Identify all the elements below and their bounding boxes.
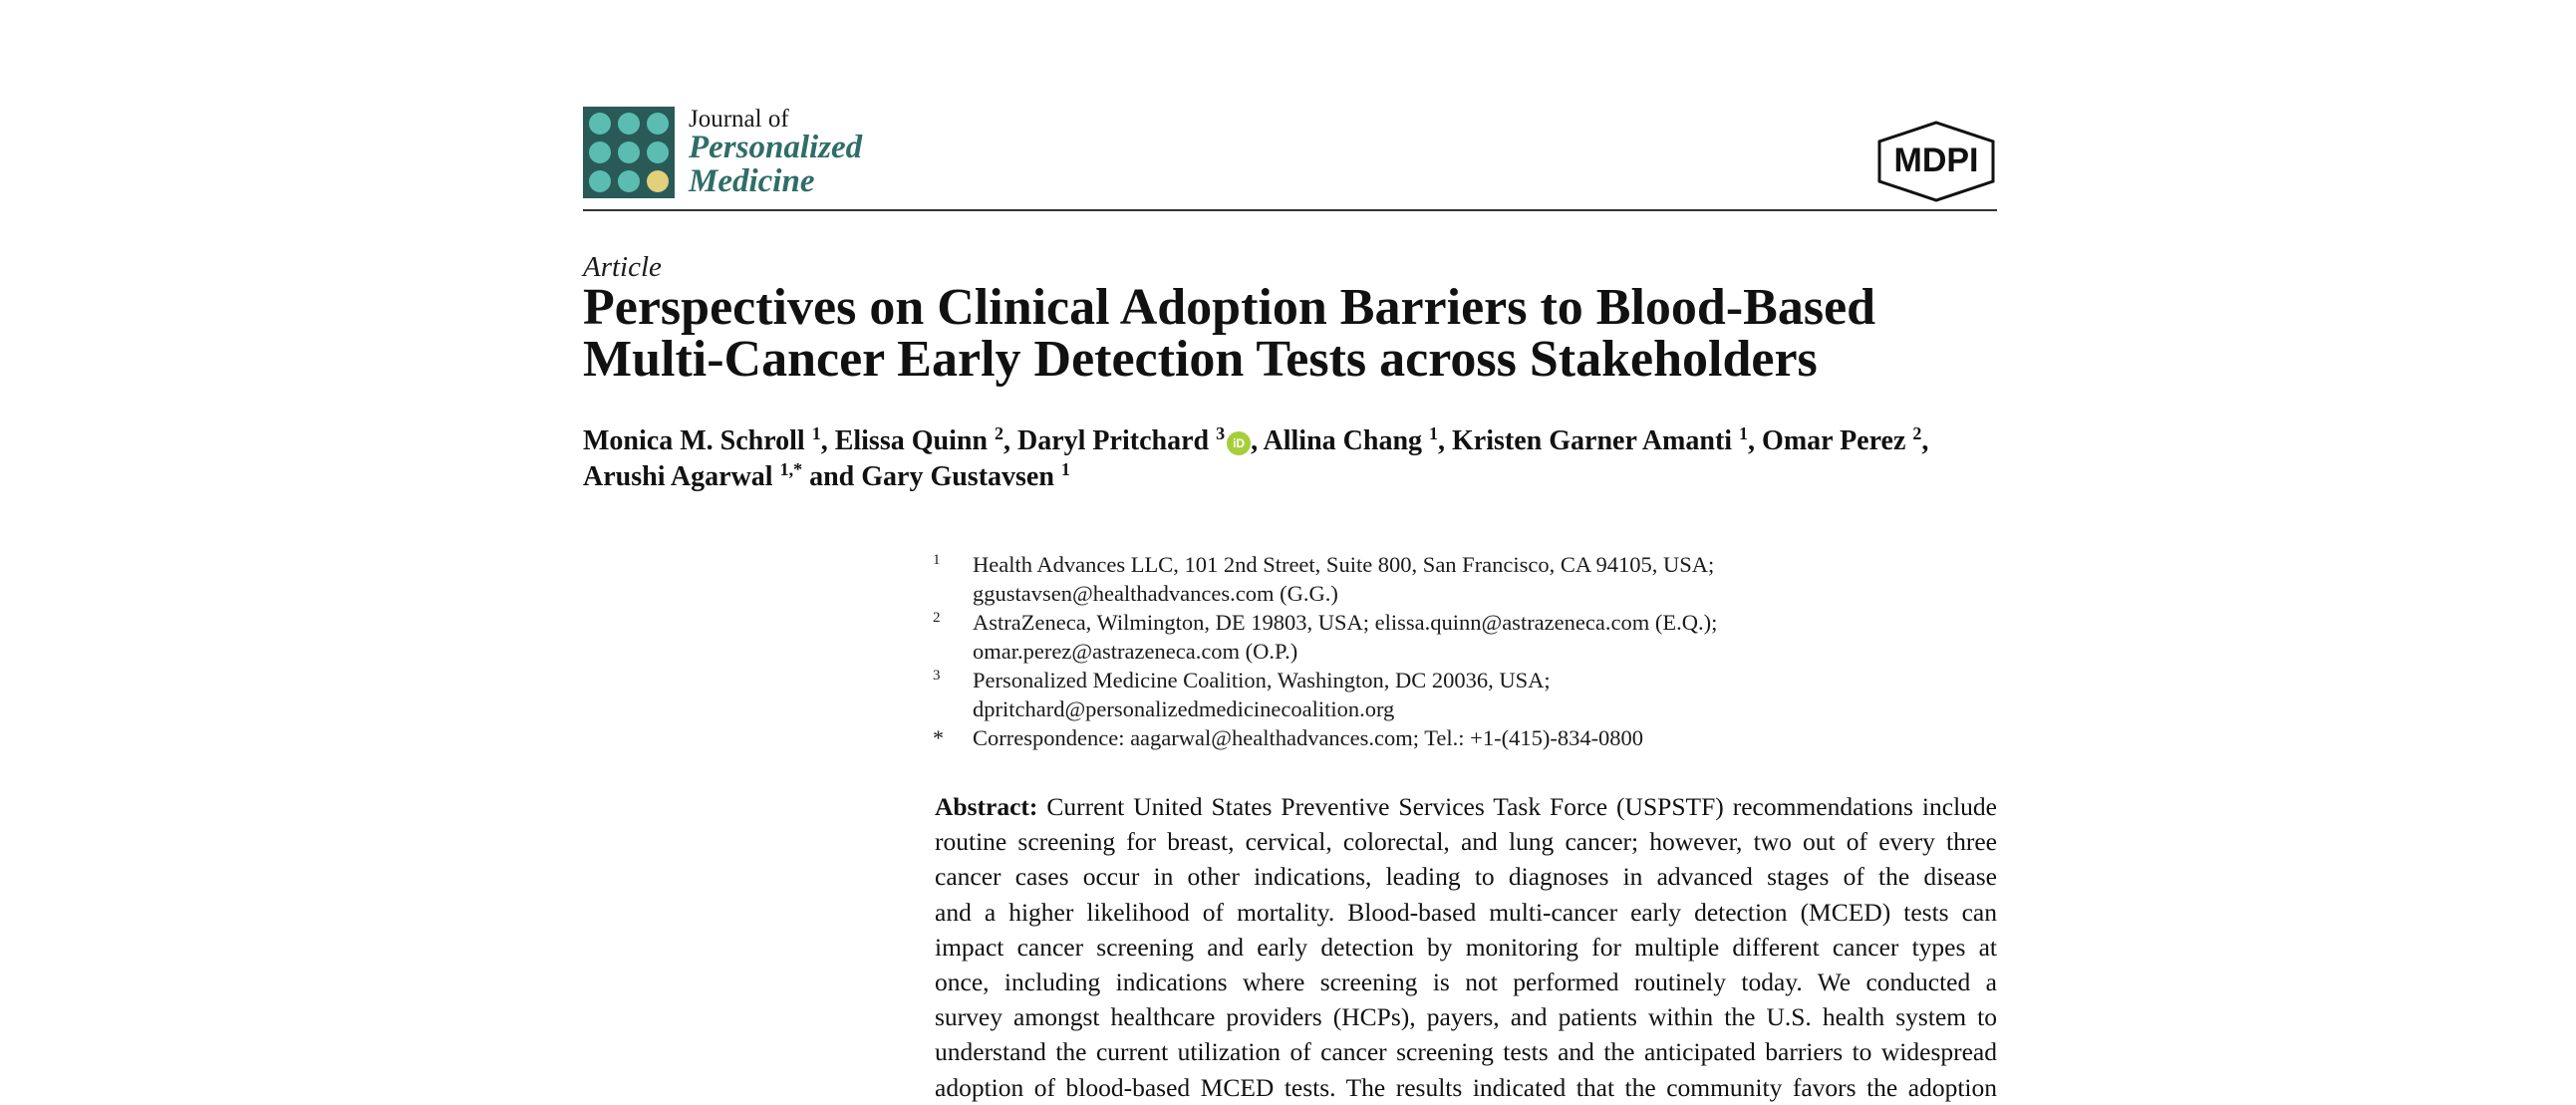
logo-dot — [618, 170, 640, 192]
abstract — [935, 789, 1997, 1105]
author-name[interactable]: Allina Chang — [1263, 425, 1423, 456]
affiliation-line[interactable]: omar.perez@astrazeneca.com (O.P.) — [973, 639, 1298, 664]
abstract-line: cancer cases occur in other indications, leading to diagnoses in advanced stages of the disease — [935, 862, 1997, 892]
author-name[interactable]: Omar Perez — [1762, 425, 1906, 456]
affiliation-line: Personalized Medicine Coalition, Washington, DC 20036, USA; — [973, 668, 1551, 692]
affiliation-marker: 3 — [933, 668, 941, 684]
author-affil-marker: 1 — [1739, 423, 1749, 443]
correspondence-item — [933, 723, 1997, 752]
mdpi-logo — [1875, 122, 1997, 201]
author-name[interactable]: Elissa Quinn — [834, 425, 988, 456]
abstract-line: once, including indications where screening is not performed routinely today. We conducted a — [935, 967, 1997, 997]
affiliation-item — [933, 608, 1997, 666]
abstract-line: adoption of blood-based MCED tests. The results indicated that the community favors the adoption — [935, 1072, 1997, 1102]
abstract-line: routine screening for breast, cervical, colorectal, and lung cancer; however, two out of every three — [935, 827, 1997, 857]
title-line: Perspectives on Clinical Adoption Barriers to Blood-Based — [583, 279, 1876, 336]
article-title — [583, 279, 1997, 388]
article-type: Article — [583, 251, 662, 283]
author-name[interactable]: Monica M. Schroll — [583, 425, 805, 456]
logo-dot — [589, 141, 611, 163]
abstract-line: impact cancer screening and early detection by monitoring for multiple different cancer types at — [935, 932, 1997, 962]
journal-prefix: Journal of — [689, 106, 789, 133]
abstract-line: and a higher likelihood of mortality. Blood-based multi-cancer early detection (MCED) tests can — [935, 897, 1997, 927]
author-affil-marker: 1,* — [779, 459, 803, 479]
author-affil-marker: 1 — [1429, 423, 1439, 443]
affiliation-marker: 2 — [933, 610, 941, 626]
journal-name — [689, 131, 862, 198]
journal-name-line: Medicine — [689, 163, 815, 199]
author-line — [583, 459, 1997, 495]
affiliation-marker: 1 — [933, 552, 941, 568]
logo-dot — [618, 113, 640, 135]
author-affil-marker: 3 — [1216, 423, 1226, 443]
author-name[interactable]: Daryl Pritchard — [1017, 425, 1210, 456]
author-affil-marker: 1 — [811, 423, 821, 443]
abstract-line: understand the current utilization of cancer screening tests and the anticipated barriers to widespread — [935, 1037, 1997, 1067]
mdpi-logo-text: MDPI — [1893, 141, 1979, 179]
author-affil-marker: 2 — [1912, 423, 1922, 443]
affiliation-line[interactable]: AstraZeneca, Wilmington, DE 19803, USA; elissa.quinn@astrazeneca.com (E.Q.); — [973, 610, 1718, 635]
logo-dot — [589, 113, 611, 135]
affiliations — [933, 550, 1997, 752]
logo-dot — [647, 113, 669, 135]
abstract-line — [935, 789, 1997, 824]
author-list — [583, 423, 1997, 495]
author-name[interactable]: Gary Gustavsen — [861, 461, 1054, 492]
abstract-label: Abstract: — [935, 792, 1038, 821]
author-name[interactable]: Kristen Garner Amanti — [1452, 425, 1733, 456]
logo-dot-accent — [647, 170, 669, 192]
orcid-icon[interactable]: iD — [1227, 431, 1251, 455]
author-affil-marker: 2 — [995, 423, 1003, 443]
logo-dot — [618, 141, 640, 163]
logo-dot — [589, 170, 611, 192]
affiliation-line[interactable]: dpritchard@personalizedmedicinecoalition.org — [973, 696, 1395, 721]
author-conjunction: and — [809, 461, 855, 492]
affiliation-line: Health Advances LLC, 101 2nd Street, Suite 800, San Francisco, CA 94105, USA; — [973, 552, 1715, 577]
header-rule — [583, 209, 1997, 211]
affiliation-item — [933, 666, 1997, 723]
correspondence-marker: * — [933, 725, 944, 750]
author-name[interactable]: Arushi Agarwal — [583, 461, 773, 492]
correspondence-line[interactable]: Correspondence: aagarwal@healthadvances.com; Tel.: +1-(415)-834-0800 — [973, 725, 1644, 750]
abstract-line: survey amongst healthcare providers (HCPs), payers, and patients within the U.S. health system to — [935, 1002, 1997, 1032]
journal-logo — [583, 107, 675, 198]
abstract-text: Current United States Preventive Services Task Force (USPSTF) recommendations include — [1046, 792, 1997, 821]
title-line: Multi-Cancer Early Detection Tests across Stakeholders — [583, 331, 1818, 388]
author-affil-marker: 1 — [1060, 459, 1070, 479]
affiliation-item — [933, 550, 1997, 608]
author-line: Monica M. Schroll $^1$, Elissa Quinn $^2$, Daryl Pritchard $^3$ iD , Allina Chang $^1$, Kristen Garner Amanti $^1$, Omar Perez $^2$, — [583, 423, 1929, 456]
logo-dot — [647, 141, 669, 163]
journal-name-line: Personalized — [689, 130, 863, 165]
affiliation-line[interactable]: ggustavsen@healthadvances.com (G.G.) — [973, 581, 1338, 606]
